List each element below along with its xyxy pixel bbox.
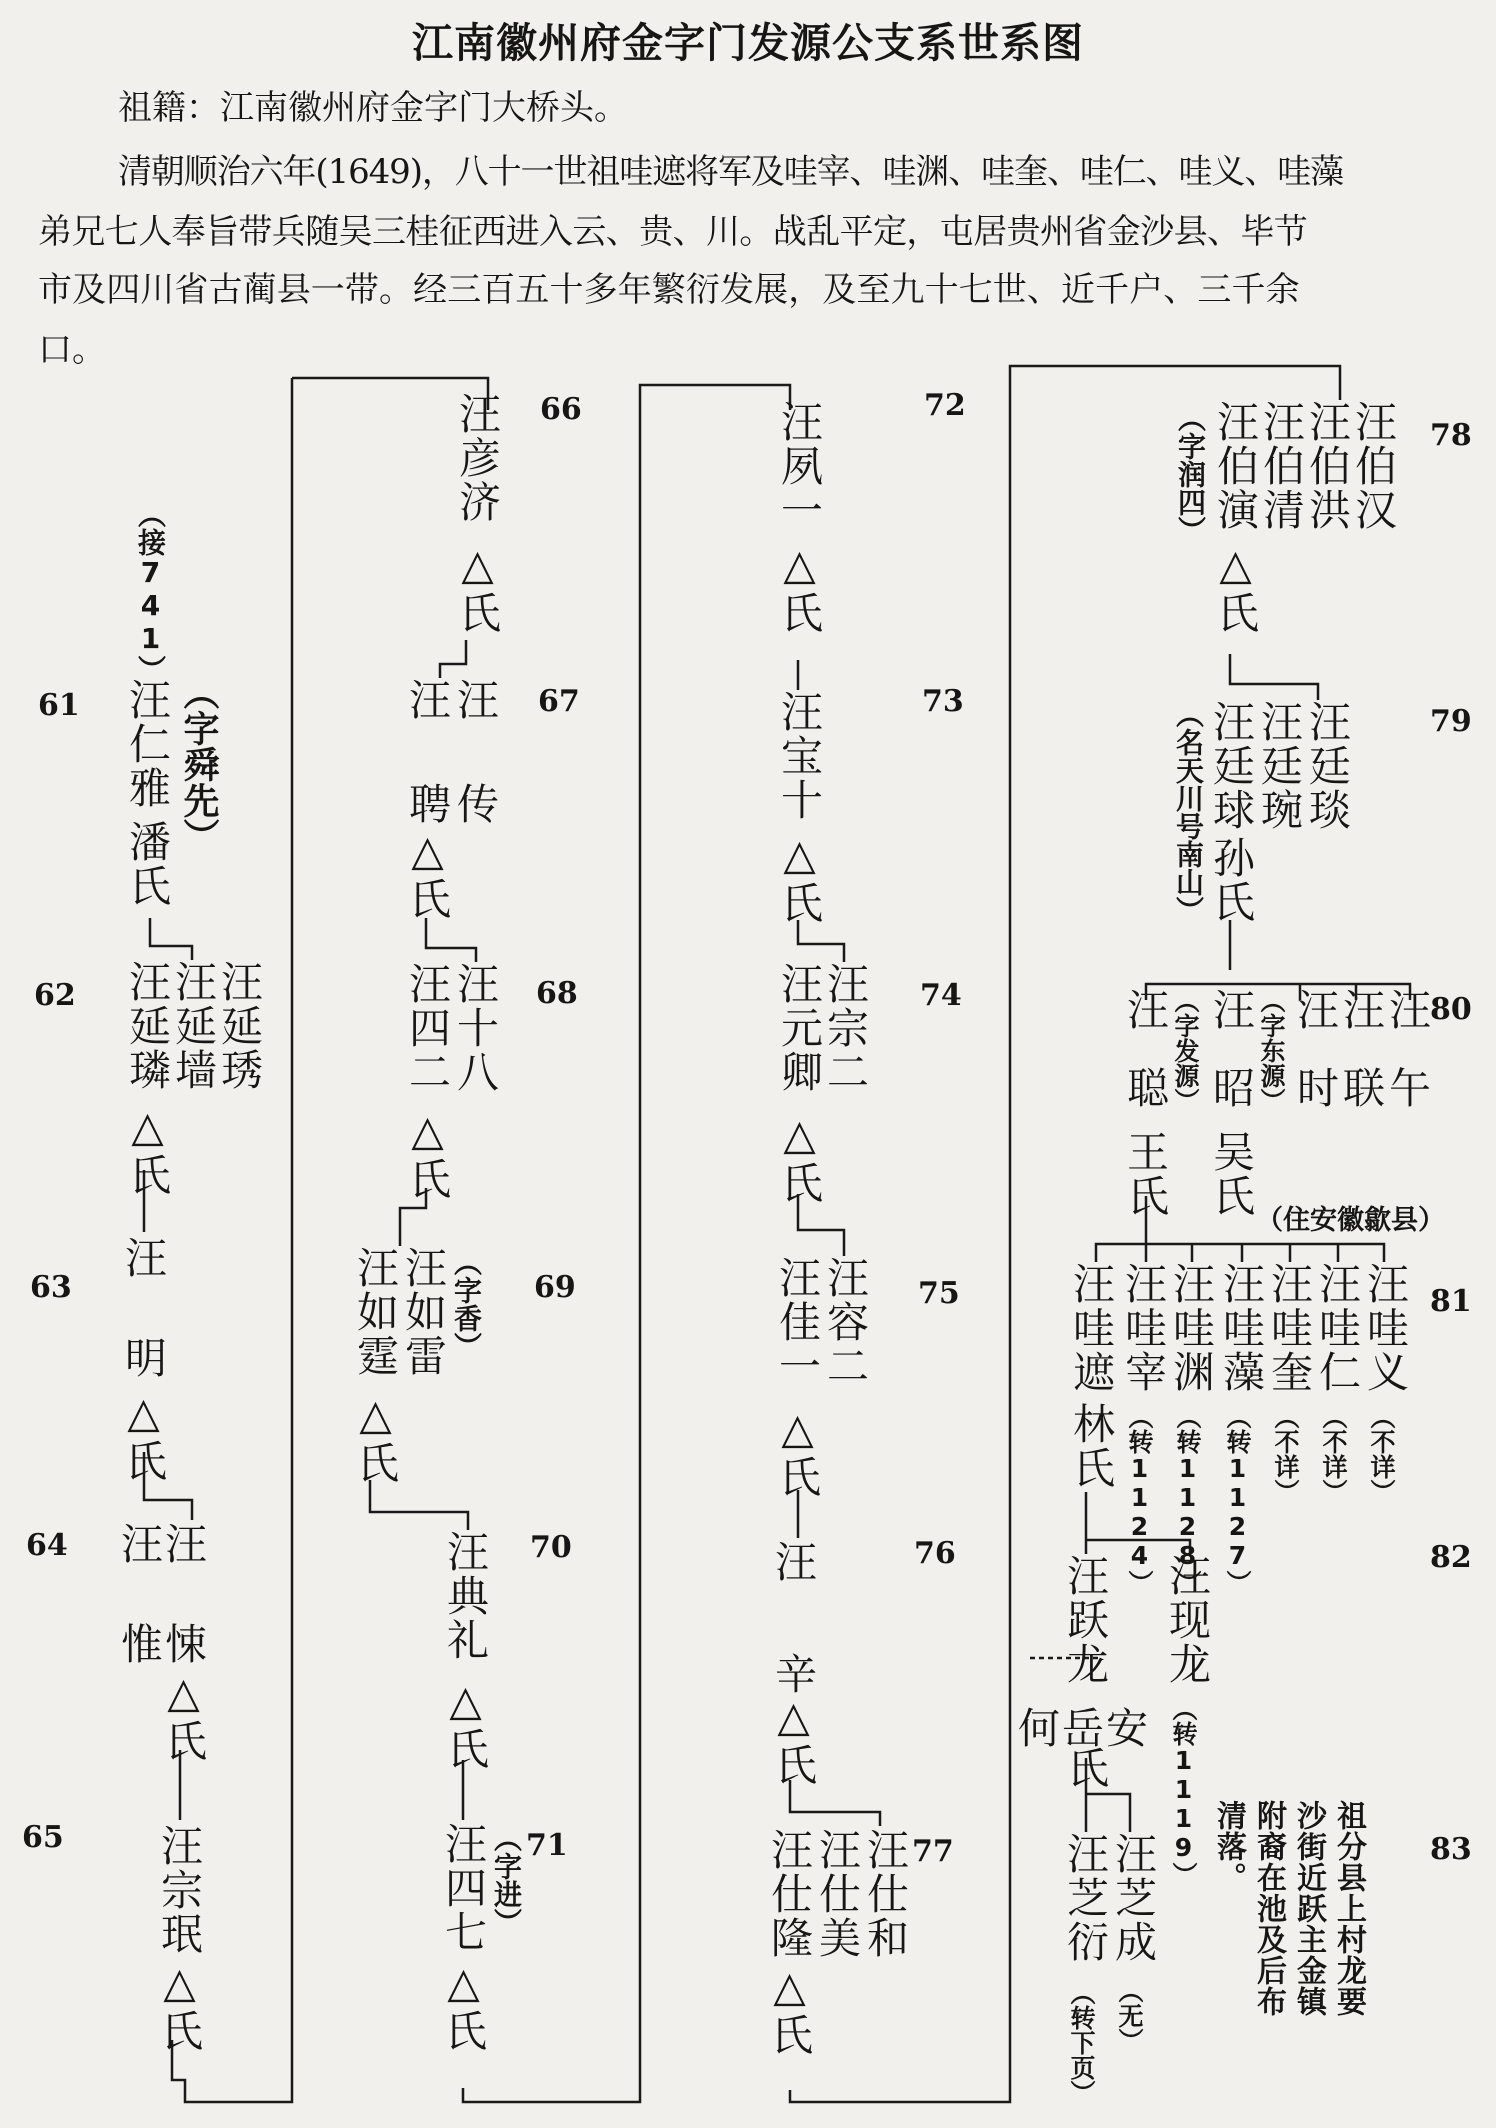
intro-line-3: 弟兄七人奉旨带兵随吴三桂征西进入云、贵、川。战乱平定，屯居贵州省金沙县、毕节 bbox=[38, 212, 1308, 252]
fengyi-wife: △氏 bbox=[775, 540, 824, 635]
continued-note: （接741） bbox=[134, 500, 167, 683]
person-zonger: 汪宗二 bbox=[821, 962, 870, 1094]
zhicheng-note: （无） bbox=[1115, 1978, 1144, 2053]
person-wazhe: 汪哇遮 bbox=[1067, 1262, 1116, 1394]
person-fengyi: 汪夙一 bbox=[775, 400, 824, 532]
tingqiu-wife: 孙氏 bbox=[1207, 836, 1256, 924]
person-tingqiu: 汪廷球 bbox=[1207, 700, 1256, 832]
zhao-wife: 吴氏 bbox=[1207, 1130, 1256, 1218]
gen-75: 75 bbox=[918, 1276, 960, 1311]
person-jiayi: 汪佳一 bbox=[773, 1256, 822, 1388]
gen-71: 71 bbox=[526, 1828, 568, 1863]
gen-61: 61 bbox=[38, 688, 80, 723]
rulei-note: （字香） bbox=[450, 1248, 483, 1360]
gen-80: 80 bbox=[1430, 992, 1472, 1027]
gen-83: 83 bbox=[1430, 1832, 1472, 1867]
pin-wife: △氏 bbox=[403, 826, 452, 921]
wayuan-note: （转1128） bbox=[1173, 1404, 1202, 1595]
yuanqing-wife: △氏 bbox=[775, 1110, 824, 1205]
wazao-note: （转1127） bbox=[1223, 1404, 1252, 1595]
person-siqi: 汪四七 bbox=[439, 1822, 488, 1954]
su-wife: △氏 bbox=[159, 1668, 208, 1763]
person-tingyan: 汪廷琰 bbox=[1303, 700, 1352, 832]
baoshi-wife: △氏 bbox=[775, 830, 824, 925]
dianli-wife: △氏 bbox=[441, 1676, 490, 1771]
ruting-wife: △氏 bbox=[351, 1390, 400, 1485]
person-xin: 汪 辛 bbox=[769, 1540, 818, 1708]
person-wayi: 汪哇义 bbox=[1361, 1262, 1410, 1394]
person-yanxiu: 汪延琇 bbox=[215, 960, 264, 1092]
person-shi: 汪时 bbox=[1291, 988, 1340, 1144]
person-shihe: 汪仕和 bbox=[861, 1828, 910, 1960]
branch-79 bbox=[1230, 654, 1318, 700]
wazai-note: （转1124） bbox=[1125, 1404, 1154, 1595]
gen-68: 68 bbox=[536, 976, 578, 1011]
zhiyan-note: （转下页） bbox=[1067, 1980, 1096, 2105]
person-wei: 汪 惟 bbox=[115, 1522, 164, 1672]
ming-wife: △氏 bbox=[119, 1388, 168, 1483]
person-yanlin: 汪延璘 bbox=[123, 960, 172, 1092]
wazhe-wife: 林氏 bbox=[1067, 1402, 1116, 1490]
wayi-note: （不详） bbox=[1367, 1404, 1396, 1504]
person-ronger: 汪容二 bbox=[821, 1256, 870, 1388]
person-cong: 汪聪 bbox=[1121, 988, 1170, 1144]
branch-73-74 bbox=[798, 920, 844, 962]
gen-76: 76 bbox=[914, 1536, 956, 1571]
branch-66-67 bbox=[440, 640, 466, 678]
gen-74: 74 bbox=[920, 978, 962, 1013]
person-lian: 汪联 bbox=[1337, 988, 1386, 1144]
person-rulei: 汪如雷 bbox=[399, 1246, 448, 1378]
person-yanji: 汪彦济 bbox=[453, 392, 502, 524]
gen-66: 66 bbox=[540, 392, 582, 427]
cong-wife: 王氏 bbox=[1121, 1130, 1170, 1218]
gen-78: 78 bbox=[1430, 418, 1472, 453]
person-yanqiang: 汪延墙 bbox=[169, 960, 218, 1092]
person-wakui: 汪哇奎 bbox=[1265, 1262, 1314, 1394]
boyan-note: （字润四） bbox=[1174, 404, 1207, 544]
branch-69-70 bbox=[370, 1480, 468, 1530]
wakui-note: （不详） bbox=[1271, 1404, 1300, 1504]
yuelong-wife-suffix: 氏 bbox=[1061, 1746, 1110, 1790]
gen-69: 69 bbox=[534, 1270, 576, 1305]
gen-67: 67 bbox=[538, 684, 580, 719]
xianlong-note: （转1119） bbox=[1169, 1696, 1198, 1887]
person-shimei: 汪仕美 bbox=[813, 1828, 862, 1960]
person-boyan: 汪伯演 bbox=[1211, 400, 1260, 532]
person-wazao: 汪哇藻 bbox=[1217, 1262, 1266, 1394]
tingqiu-note: （名天川号南山） bbox=[1172, 700, 1205, 924]
yuelong-wives: 何岳安 bbox=[1018, 1704, 1151, 1753]
person-waren: 汪哇仁 bbox=[1313, 1262, 1362, 1394]
person-dianli: 汪典礼 bbox=[441, 1530, 490, 1662]
zongmin-wife: △氏 bbox=[155, 1958, 204, 2053]
person-zhicheng: 汪芝成 bbox=[1109, 1832, 1158, 1964]
person-yuanqing: 汪元卿 bbox=[775, 962, 824, 1094]
yanlin-wife: △氏 bbox=[123, 1102, 172, 1197]
renya-note: （字舜先） bbox=[178, 674, 219, 854]
gen-79: 79 bbox=[1430, 704, 1472, 739]
branch-67-68 bbox=[426, 918, 476, 962]
gen-70: 70 bbox=[530, 1530, 572, 1565]
zhao-residence: （住安徽歙县） bbox=[1256, 1205, 1445, 1236]
person-xianlong: 汪现龙 bbox=[1163, 1554, 1212, 1686]
person-boqing: 汪伯清 bbox=[1257, 400, 1306, 532]
person-baoshi: 汪宝十 bbox=[775, 690, 824, 822]
person-renya: 汪仁雅 bbox=[123, 678, 172, 810]
gen-65: 65 bbox=[22, 1820, 64, 1855]
person-tingwan: 汪廷琬 bbox=[1255, 700, 1304, 832]
person-su: 汪 悚 bbox=[159, 1522, 208, 1672]
person-wu: 汪午 bbox=[1383, 988, 1432, 1144]
person-ruting: 汪如霆 bbox=[351, 1246, 400, 1378]
person-zhiyan: 汪芝衍 bbox=[1061, 1832, 1110, 1964]
gen-63: 63 bbox=[30, 1270, 72, 1305]
page-title: 江南徽州府金字门发源公支系世系图 bbox=[412, 19, 1084, 67]
person-bohan: 汪伯汉 bbox=[1349, 400, 1398, 532]
sier-wife: △氏 bbox=[403, 1106, 452, 1201]
intro-line-2: 清朝顺治六年(1649)，八十一世祖哇遮将军及哇宰、哇渊、哇奎、哇仁、哇义、哇藻 bbox=[118, 152, 1344, 192]
shilong-wife: △氏 bbox=[765, 1962, 814, 2057]
person-zongmin: 汪宗珉 bbox=[155, 1824, 204, 1956]
person-shilong: 汪仕隆 bbox=[765, 1828, 814, 1960]
person-wayuan: 汪哇渊 bbox=[1167, 1262, 1216, 1394]
intro-line-5: 口。 bbox=[38, 330, 106, 370]
intro-line-4: 市及四川省古蔺县一带。经三百五十多年繁衍发展，及至九十七世、近千户、三千余 bbox=[38, 270, 1300, 310]
jiayi-wife: △氏 bbox=[773, 1404, 822, 1499]
renya-wife: 潘氏 bbox=[123, 820, 172, 908]
residence-note: 祖分县上村龙要沙街近跃主金镇附裔在池及后布清落。 bbox=[1211, 1800, 1366, 2017]
person-yuelong: 汪跃龙 bbox=[1061, 1554, 1110, 1686]
yanji-wife: △氏 bbox=[453, 540, 502, 635]
gen-62: 62 bbox=[34, 978, 76, 1013]
intro-line-1: 祖籍：江南徽州府金字门大桥头。 bbox=[118, 88, 628, 128]
person-chuan: 汪 传 bbox=[451, 678, 500, 834]
person-wazai: 汪哇宰 bbox=[1119, 1262, 1168, 1394]
gen-64: 64 bbox=[26, 1528, 68, 1563]
person-bohong: 汪伯洪 bbox=[1303, 400, 1352, 532]
gen-72: 72 bbox=[924, 388, 966, 423]
cong-note: （字发源） bbox=[1171, 988, 1200, 1113]
gen-82: 82 bbox=[1430, 1540, 1472, 1575]
zhao-note: （字东源） bbox=[1257, 988, 1286, 1113]
person-shiba: 汪十八 bbox=[451, 962, 500, 1094]
siqi-wife: △氏 bbox=[439, 1958, 488, 2053]
gen-73: 73 bbox=[922, 684, 964, 719]
person-zhao: 汪昭 bbox=[1207, 988, 1256, 1144]
person-sier: 汪四二 bbox=[403, 962, 452, 1094]
waren-note: （不详） bbox=[1319, 1404, 1348, 1504]
gen-77: 77 bbox=[912, 1834, 954, 1869]
branch-61-62 bbox=[150, 918, 192, 960]
gen-81: 81 bbox=[1430, 1284, 1472, 1319]
person-pin: 汪 聘 bbox=[403, 678, 452, 834]
siqi-note: （字进） bbox=[490, 1824, 523, 1936]
boyan-wife: △氏 bbox=[1211, 540, 1260, 635]
person-ming: 汪 明 bbox=[119, 1236, 168, 1386]
xin-wife: △氏 bbox=[769, 1692, 818, 1787]
